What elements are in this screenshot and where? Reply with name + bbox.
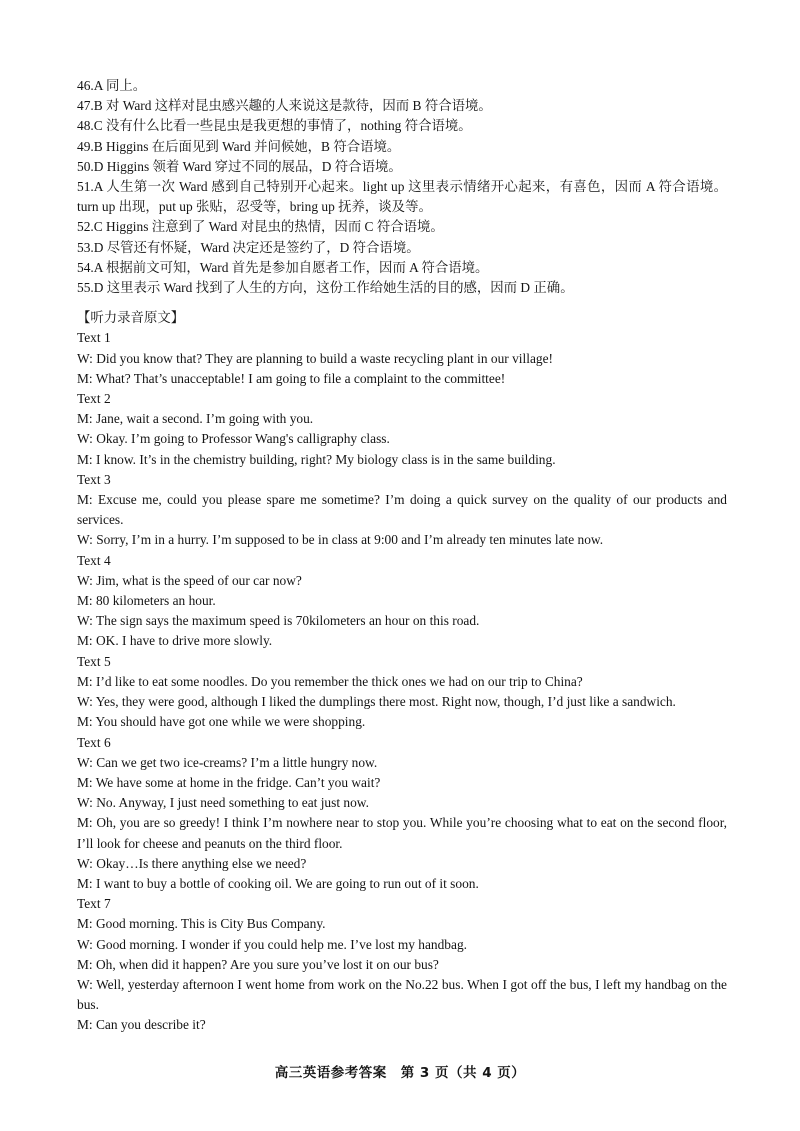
- transcript-line: Text 2: [77, 391, 111, 407]
- page-footer: 高三英语参考答案 第 3 页（共 4 页）: [274, 1065, 526, 1081]
- transcript-line: W: Sorry, I’m in a hurry. I’m supposed to be in class at 9:00 and I’m already ten minutes late now.: [77, 532, 604, 548]
- transcript-line: Text 6: [77, 734, 111, 750]
- transcript-line: W: Good morning. I wonder if you could help me. I’ve lost my handbag.: [77, 936, 467, 952]
- transcript: [77, 328, 727, 1035]
- transcript-line: W: Okay…Is there anything else we need?: [77, 855, 307, 871]
- transcript-line: M: OK. I have to drive more slowly.: [77, 633, 273, 649]
- transcript-line: M: Oh, when did it happen? Are you sure you’ve lost it on our bus?: [77, 956, 439, 972]
- transcript-line: M: 80 kilometers an hour.: [77, 593, 216, 609]
- transcript-line: Text 5: [77, 653, 111, 669]
- answer-item: 53.D 尽管还有怀疑，Ward 决定还是签约了，D 符合语境。: [77, 239, 420, 255]
- transcript-line: W: Jim, what is the speed of our car now?: [77, 572, 302, 588]
- transcript-line: Text 3: [77, 471, 111, 487]
- transcript-line: M: I want to buy a bottle of cooking oil. We are going to run out of it soon.: [77, 875, 479, 891]
- answer-item: 48.C 没有什么比看一些昆虫是我更想的事情了，nothing 符合语境。: [77, 118, 472, 134]
- answer-item: 52.C Higgins 注意到了 Ward 对昆虫的热情，因而 C 符合语境。: [77, 219, 444, 235]
- transcript-line: Text 4: [77, 552, 111, 568]
- transcript-line: M: We have some at home in the fridge. Can’t you wait?: [77, 774, 381, 790]
- transcript-line: Text 7: [77, 896, 111, 912]
- transcript-line: M: I know. It’s in the chemistry building, right? My biology class is in the same building.: [77, 451, 556, 467]
- transcript-line: M: I’d like to eat some noodles. Do you remember the thick ones we had on our trip to China?: [77, 673, 583, 689]
- transcript-line: M: What? That’s unacceptable! I am going to file a complaint to the committee!: [77, 370, 506, 386]
- answer-item: 47.B 对 Ward 这样对昆虫感兴趣的人来说这是款待，因而 B 符合语境。: [77, 98, 492, 114]
- answer-item: 50.D Higgins 领着 Ward 穿过不同的展品，D 符合语境。: [77, 158, 402, 174]
- transcript-line: W: Okay. I’m going to Professor Wang's calligraphy class.: [77, 431, 390, 447]
- transcript-line: M: Oh, you are so greedy! I think I’m nowhere near to stop you. While you’re choosing what to eat on the second floor, I’ll look for cheese and peanuts on the third floor.: [77, 815, 727, 851]
- transcript-line: M: Good morning. This is City Bus Company.: [77, 916, 326, 932]
- transcript-line: W: Well, yesterday afternoon I went home from work on the No.22 bus. When I got off the bus, I left my handbag on the bus.: [77, 976, 727, 1013]
- transcript-line: W: The sign says the maximum speed is 70kilometers an hour on this road.: [77, 613, 480, 629]
- answer-item: 49.B Higgins 在后面见到 Ward 并问候她，B 符合语境。: [77, 138, 401, 154]
- transcript-line: M: Excuse me, could you please spare me sometime? I’m doing a quick survey on the quality of our products and services.: [77, 492, 727, 528]
- transcript-heading: 【听力录音原文】: [77, 310, 185, 326]
- section-gap: [77, 298, 727, 308]
- answer-item: 54.A 根据前文可知，Ward 首先是参加自愿者工作，因而 A 符合语境。: [77, 259, 489, 275]
- transcript-line: M: Jane, wait a second. I’m going with you.: [77, 411, 314, 427]
- answer-item: 55.D 这里表示 Ward 找到了人生的方向，这份工作给她生活的目的感，因而 D 正确。: [77, 280, 574, 296]
- page-content: [77, 76, 727, 1036]
- transcript-line: W: Yes, they were good, although I liked the dumplings there most. Right now, though, I’d just like a sandwich.: [77, 694, 676, 710]
- answer-item: 46.A 同上。: [77, 78, 147, 93]
- transcript-line: M: You should have got one while we were shopping.: [77, 714, 366, 730]
- transcript-line: W: No. Anyway, I just need something to eat just now.: [77, 795, 369, 811]
- answer-list: [77, 76, 727, 298]
- transcript-line: M: Can you describe it?: [77, 1017, 206, 1033]
- transcript-line: Text 1: [77, 330, 111, 346]
- transcript-line: W: Did you know that? They are planning to build a waste recycling plant in our village!: [77, 350, 553, 366]
- answer-item: 51.A 人生第一次 Ward 感到自己特别开心起来。light up 这里表示情绪开心起来，有喜色，因而 A 符合语境。turn up 出现，put up 张贴，忍受等，bring up 抚养，谈及等。: [77, 179, 727, 215]
- transcript-line: W: Can we get two ice-creams? I’m a little hungry now.: [77, 754, 378, 770]
